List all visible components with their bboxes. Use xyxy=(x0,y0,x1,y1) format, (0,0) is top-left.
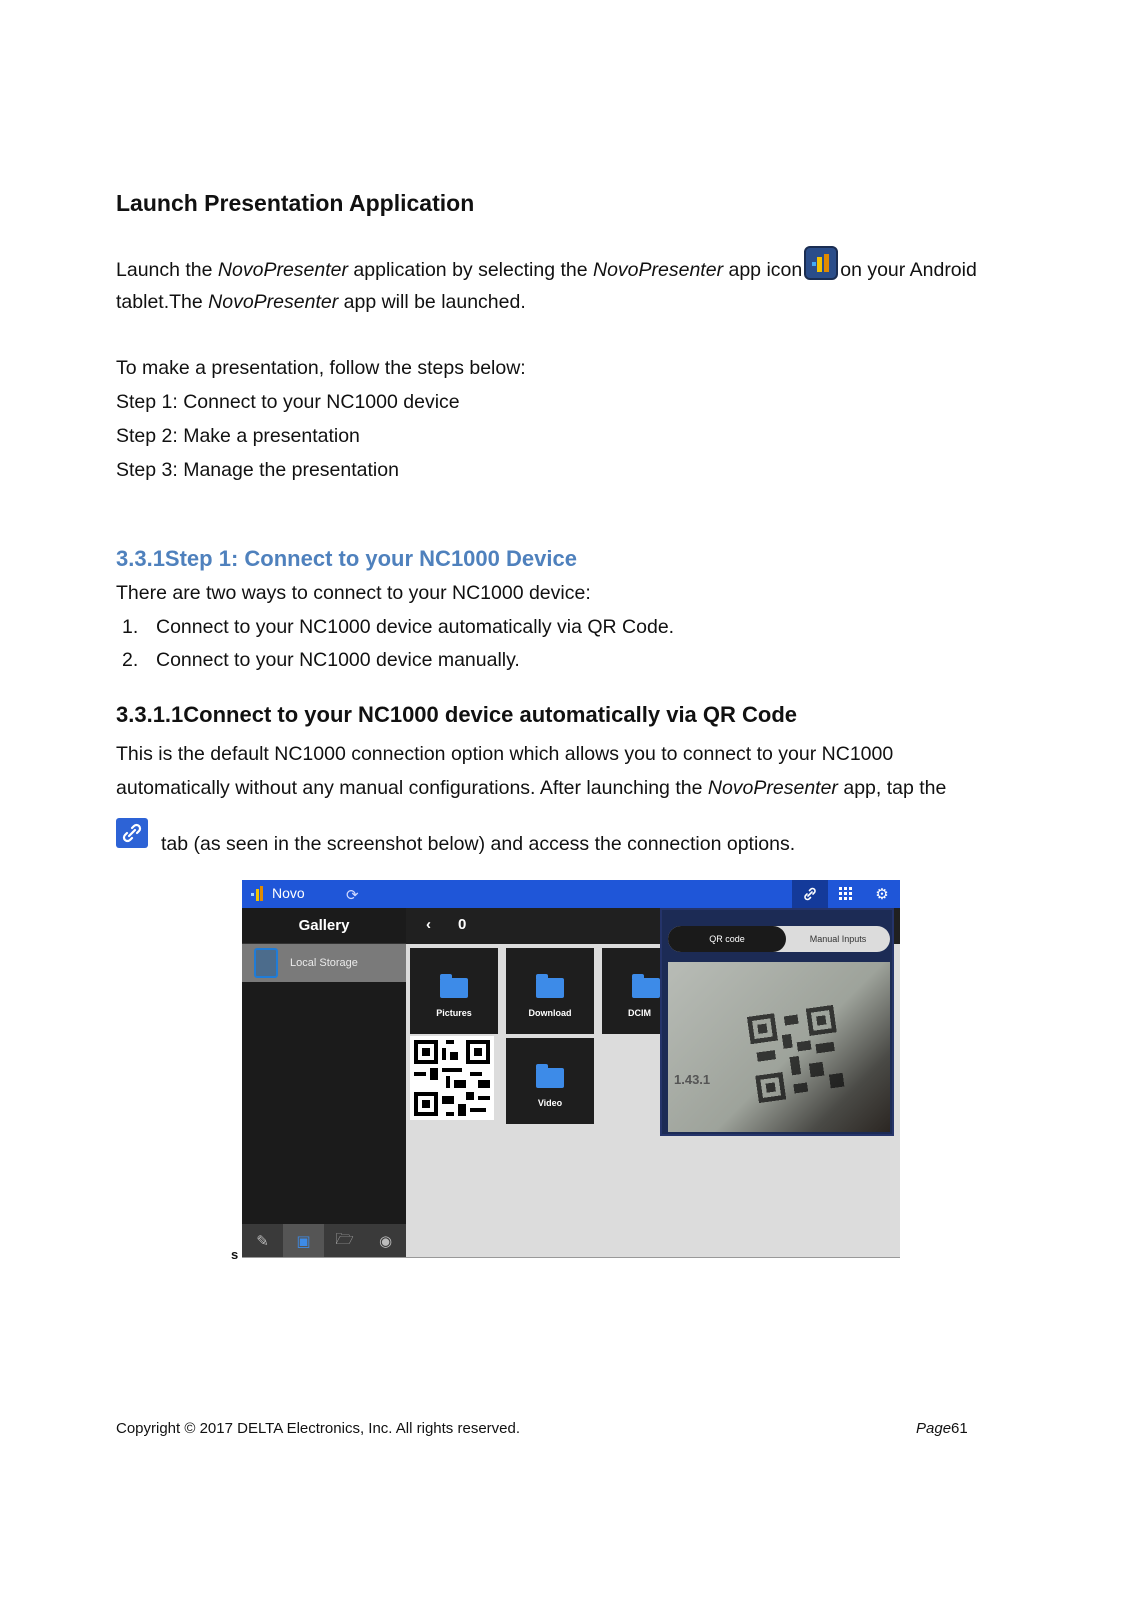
subsection-line-3: tab (as seen in the screenshot below) and access the connection options. xyxy=(161,833,796,855)
link-tab-icon xyxy=(116,818,148,848)
folder-icon xyxy=(440,978,468,998)
footer-page-number xyxy=(916,1420,968,1437)
novo-logo-icon xyxy=(250,885,266,903)
gear-icon[interactable]: ⚙ xyxy=(875,886,889,903)
text-span: app, tap the xyxy=(837,777,947,799)
connection-tabs xyxy=(668,926,890,952)
page-label: Page xyxy=(916,1420,952,1437)
section-title: 3.3.1Step 1: Connect to your NC1000 Device xyxy=(116,546,577,571)
folder-label: Pictures xyxy=(436,1008,472,1018)
section-intro: There are two ways to connect to your NC1000 device: xyxy=(116,582,591,604)
item-count: 0 xyxy=(458,916,467,933)
local-storage-label: Local Storage xyxy=(290,957,358,969)
link-icon[interactable] xyxy=(792,880,828,908)
back-button[interactable]: ‹ xyxy=(426,916,431,933)
gallery-title: Gallery xyxy=(242,908,406,944)
folder-label: DCIM xyxy=(628,1008,651,1018)
list-text: Connect to your NC1000 device automatically via QR Code. xyxy=(156,616,675,638)
qr-code-tile[interactable] xyxy=(410,1036,494,1120)
qr-code-tab[interactable]: QR code xyxy=(668,926,786,952)
text-span: Launch the xyxy=(116,259,218,281)
folder-tile[interactable] xyxy=(506,948,594,1034)
app-name: NovoPresenter xyxy=(217,259,348,281)
manual-inputs-tab[interactable]: Manual Inputs xyxy=(809,934,867,944)
steps-intro: To make a presentation, follow the steps below: xyxy=(116,357,526,379)
text-span: application by selecting the xyxy=(348,259,593,281)
intro-line-2 xyxy=(116,290,526,314)
text-span: tablet.The xyxy=(116,291,209,313)
novopresenter-app-icon xyxy=(804,246,838,280)
intro-line-1 xyxy=(116,246,977,282)
folder-tile[interactable] xyxy=(410,948,498,1034)
text-span: app icon xyxy=(723,259,803,281)
app-screenshot xyxy=(242,880,900,1258)
list-text: Connect to your NC1000 device manually. xyxy=(156,649,520,671)
connection-panel xyxy=(660,908,894,1136)
folder-label: Download xyxy=(528,1008,572,1018)
list-item xyxy=(116,615,674,639)
local-storage-item[interactable] xyxy=(242,944,406,982)
globe-icon[interactable]: ◉ xyxy=(378,1233,393,1250)
text-span: on your Android xyxy=(840,259,977,281)
folder-icon[interactable]: 🗁 xyxy=(335,1230,354,1248)
camera-qr-code xyxy=(742,1000,850,1108)
folder-tile[interactable] xyxy=(602,948,662,1034)
app-title: Novo xyxy=(272,885,305,901)
pen-icon[interactable]: ✎ xyxy=(256,1233,269,1250)
text-span: automatically without any manual configurations. After launching the xyxy=(116,777,708,799)
app-name: NovoPresenter xyxy=(593,259,724,281)
step-2: Step 2: Make a presentation xyxy=(116,425,360,447)
subsection-line-1: This is the default NC1000 connection option which allows you to connect to your NC1000 xyxy=(116,743,894,765)
step-1: Step 1: Connect to your NC1000 device xyxy=(116,391,460,413)
folder-icon xyxy=(536,978,564,998)
camera-preview xyxy=(668,962,890,1132)
subsection-title: 3.3.1.1Connect to your NC1000 device automatically via QR Code xyxy=(116,702,798,727)
refresh-icon[interactable]: ⟳ xyxy=(346,887,359,904)
stray-character: s xyxy=(231,1247,239,1262)
camera-text: 1.43.1 xyxy=(674,1072,711,1087)
gallery-sidebar xyxy=(242,908,406,1258)
page-number: 61 xyxy=(951,1420,968,1437)
subsection-line-2 xyxy=(116,776,946,800)
tablet-icon xyxy=(254,948,278,978)
page-heading: Launch Presentation Application xyxy=(116,190,475,216)
folder-icon xyxy=(536,1068,564,1088)
app-name: NovoPresenter xyxy=(208,291,339,313)
sidebar-bottom-bar xyxy=(242,1224,406,1258)
footer-copyright: Copyright © 2017 DELTA Electronics, Inc. All rights reserved. xyxy=(116,1420,521,1437)
folder-icon xyxy=(632,978,660,998)
app-name: NovoPresenter xyxy=(707,777,838,799)
list-number: 1. xyxy=(122,616,139,638)
image-icon[interactable]: ▣ xyxy=(283,1224,324,1258)
folder-label: Video xyxy=(537,1098,563,1108)
grid-icon[interactable] xyxy=(828,880,864,908)
app-top-bar xyxy=(242,880,900,908)
text-span: app will be launched. xyxy=(338,291,526,313)
list-item xyxy=(116,648,520,672)
list-number: 2. xyxy=(122,649,139,671)
step-3: Step 3: Manage the presentation xyxy=(116,459,399,481)
folder-tile[interactable] xyxy=(506,1038,594,1124)
